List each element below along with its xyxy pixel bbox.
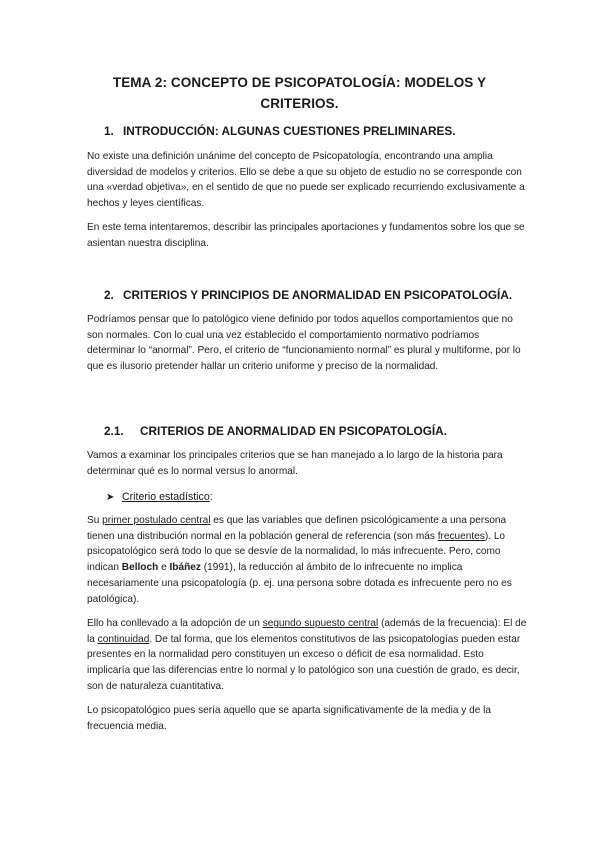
title-line-1: TEMA 2: CONCEPTO DE PSICOPATOLOGÍA: MODELOS Y (112, 75, 487, 90)
underlined-term: primer postulado central (102, 515, 211, 526)
bullet-label: Criterio estadístico (122, 491, 210, 503)
text-run: (1991), la reducción al ámbito de lo infrecuente no implica necesariamente una psicopatología (p. ej. una persona sobre dotada es infrecuente pero no es patológica). (87, 562, 512, 605)
document-title (60, 72, 539, 114)
section-2-1-heading (104, 423, 447, 439)
text-run: . De tal forma, que los elementos constitutivos de las psicopatologías pueden estar presentes en la normalidad pero constituyen un exceso o déficit de esa normalidad. Esto implicaría que las diferencias entre lo normal y lo patológico son una cuestión de grado, es decir, son de naturaleza cuantitativa. (87, 633, 521, 692)
bullet-colon: : (209, 491, 213, 503)
section-2-heading (104, 287, 512, 303)
text-run: ). Lo psicopatológico será todo lo que se desvíe de la normalidad, lo más infrecuente. Pero, como indican (87, 530, 506, 574)
text-run: Ello ha conllevado a la adopción de un (87, 618, 263, 629)
section-1-heading (104, 123, 456, 139)
text-run: e (158, 562, 170, 574)
section-2-title: CRITERIOS Y PRINCIPIOS DE ANORMALIDAD EN PSICOPATOLOGÍA. (123, 288, 513, 302)
section-1-number: 1. (104, 124, 114, 138)
section-2-1-paragraph-1: Vamos a examinar los principales criterios que se han manejado a lo largo de la historia para determinar qué es lo normal versus lo anormal. (87, 450, 503, 477)
section-2-1-paragraph-4: Lo psicopatológico pues sería aquello que se aparta significativamente de la media y de la frecuencia media. (87, 705, 492, 732)
section-2-paragraph-1: Podríamos pensar que lo patológico viene definido por todos aquellos comportamientos que no son normales. Con lo cual una vez establecido el comportamiento normativo podríamos determinar lo “anormal”. Pero, el criterio de “funcionamiento normal” es plural y multiforme, por lo que es ilusorio pretender hallar un criterio uniforme y preciso de la normalidad. (87, 314, 521, 373)
section-1-paragraph-2: En este tema intentaremos, describir las principales aportaciones y fundamentos sobre los que se asientan nuestra disciplina. (87, 222, 525, 249)
bullet-criterio-estadistico (106, 489, 213, 506)
underlined-term: segundo supuesto central (262, 618, 379, 629)
text-run: (además de la frecuencia): El de la (87, 618, 527, 645)
section-2-number: 2. (104, 288, 114, 302)
underlined-term: frecuentes (437, 530, 485, 542)
section-1-title: INTRODUCCIÓN: ALGUNAS CUESTIONES PRELIMINARES. (123, 124, 456, 138)
section-1-paragraph-1: No existe una definición unánime del concepto de Psicopatología, encontrando una amplia diversidad de modelos y criterios. Ello se debe a que su objeto de estudio no se corresponde con una «verdad objetiva», en el sentido de que no puede ser explicado recurriendo exclusivamente a hechos y leyes científicas. (87, 151, 525, 210)
section-2-1-paragraph-3 (87, 616, 527, 695)
section-2-1-title: CRITERIOS DE ANORMALIDAD EN PSICOPATOLOGÍA. (140, 424, 447, 438)
title-line-2: CRITERIOS. (260, 96, 339, 111)
section-2-1-paragraph-2 (87, 513, 527, 607)
underlined-term: continuidad (97, 633, 150, 645)
text-run: es que las variables que definen psicológicamente a una persona tienen una distribución normal en la población general de referencia (son más (87, 515, 507, 542)
arrow-bullet-icon: ➤ (106, 492, 115, 503)
author-name: Ibáñez (169, 562, 201, 574)
section-2-1-number: 2.1. (104, 424, 124, 438)
author-name: Belloch (121, 562, 159, 574)
text-run: Su (87, 515, 103, 526)
